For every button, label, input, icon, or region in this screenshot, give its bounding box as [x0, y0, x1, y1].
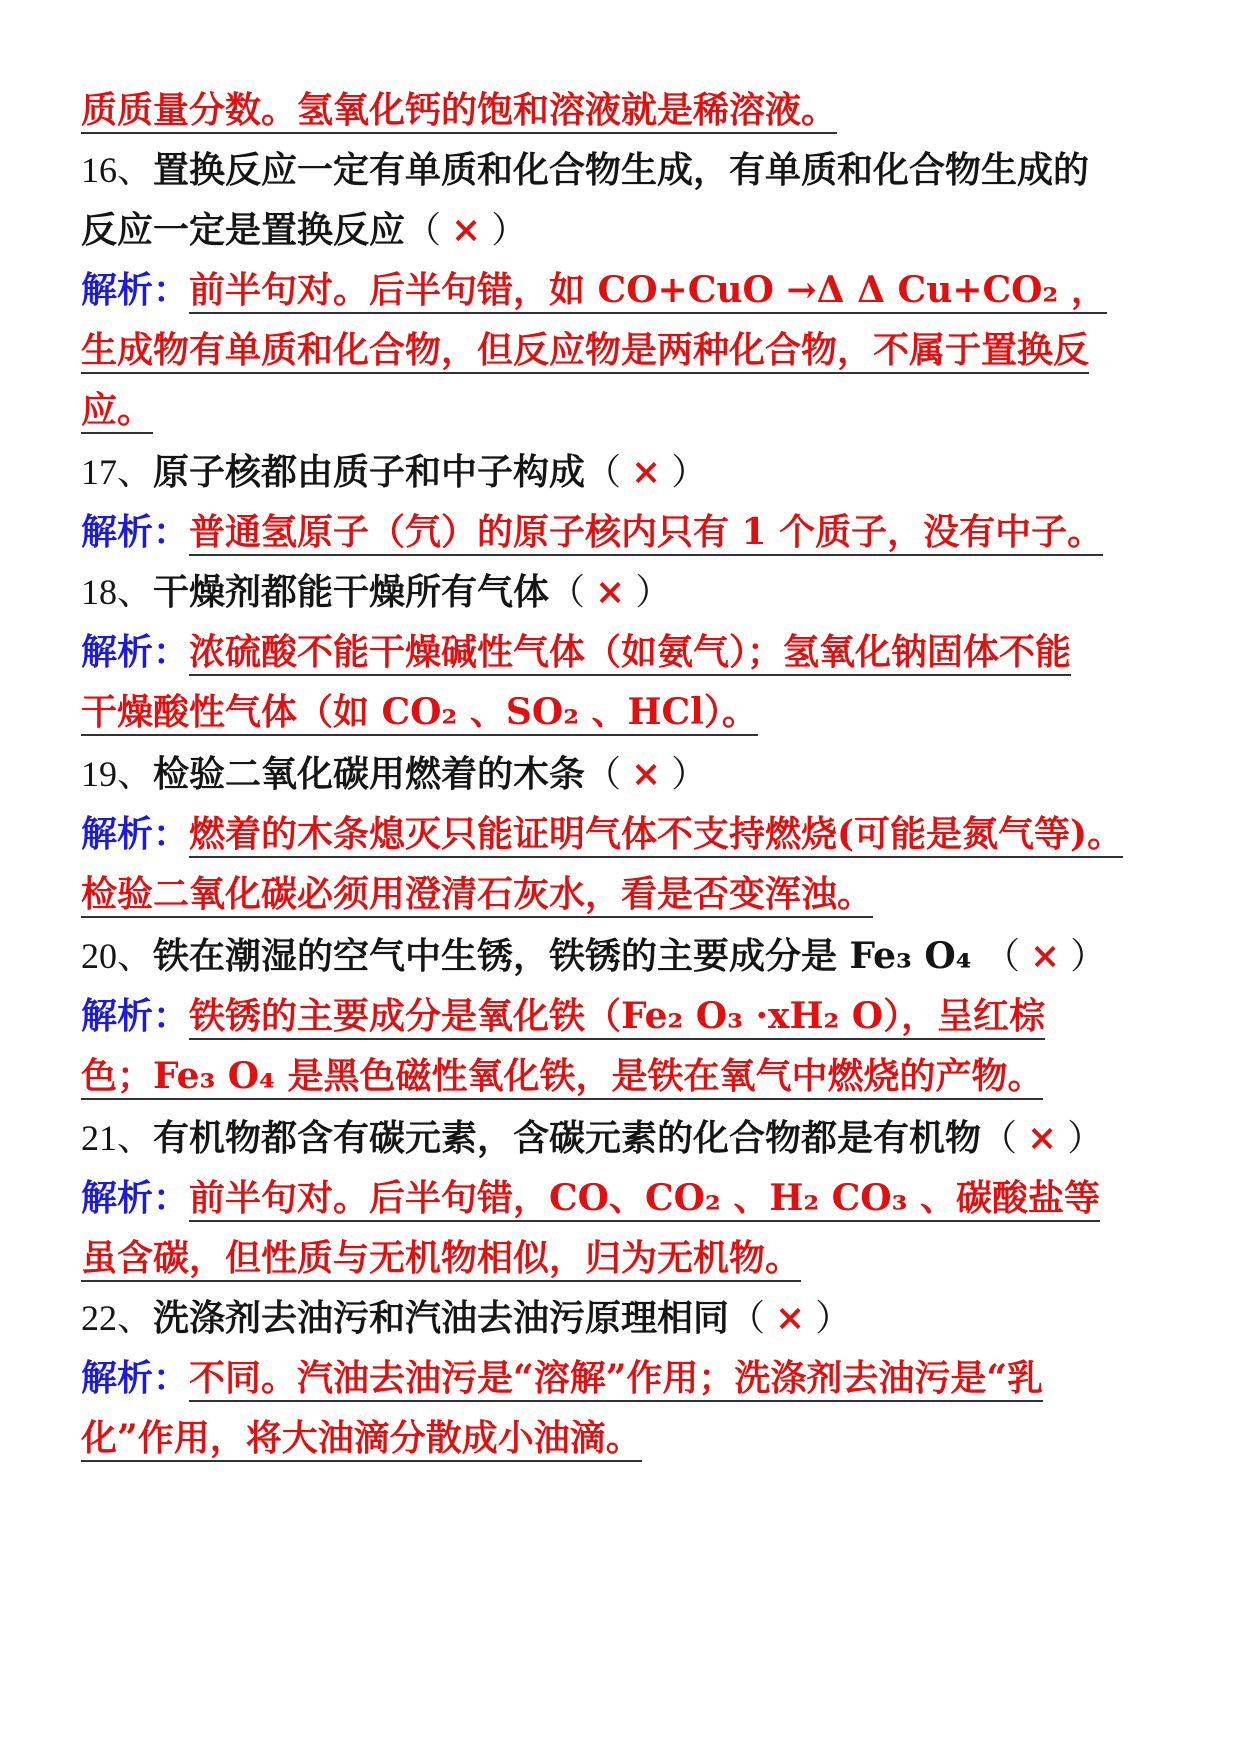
explanation-text: 检验二氧化碳必须用澄清石灰水，看是否变浑浊。 — [81, 873, 873, 918]
question-number: 22、 — [81, 1298, 154, 1338]
question-16 — [81, 148, 1089, 193]
explanation-line — [81, 88, 837, 132]
paren-open: （ — [729, 1298, 766, 1339]
question-text: 检验二氧化碳用燃着的木条 — [153, 753, 586, 795]
explanation-text: 前半句对。后半句错，如 CO+CuO →Δ Δ Cu+CO₂ ， — [189, 269, 1107, 314]
explanation-line — [81, 1416, 642, 1460]
explanation-text: 应。 — [81, 389, 153, 434]
explanation-text: 浓硫酸不能干燥碱性气体（如氨气）；氢氧化钠固体不能 — [189, 631, 1071, 676]
explanation-text: 铁锈的主要成分是氧化铁（Fe₂ O₃ ·xH₂ O），呈红棕 — [189, 995, 1045, 1040]
wrong-mark-icon: × — [451, 209, 482, 251]
explanation-line — [81, 328, 1089, 372]
explanation-text: 燃着的木条熄灭只能证明气体不支持燃烧(可能是氮气等)。 — [189, 813, 1123, 858]
explanation-line — [81, 1236, 801, 1280]
paren-open: （ — [585, 754, 622, 795]
explanation-18 — [81, 630, 1071, 674]
paren-open: （ — [549, 572, 586, 613]
question-16-cont — [81, 208, 527, 253]
wrong-mark-icon: × — [631, 753, 662, 795]
question-17 — [81, 450, 707, 495]
paren-open: （ — [585, 452, 622, 493]
question-18 — [81, 570, 671, 615]
explanation-22 — [81, 1356, 1043, 1400]
wrong-mark-icon: × — [1027, 1117, 1058, 1159]
paren-close: ） — [671, 452, 708, 493]
explanation-label: 解析： — [81, 631, 190, 673]
question-number: 18、 — [81, 572, 154, 612]
explanation-text: 质质量分数。氢氧化钙的饱和溶液就是稀溶液。 — [81, 89, 837, 134]
question-number: 17、 — [81, 452, 154, 492]
explanation-20 — [81, 994, 1045, 1038]
question-number: 21、 — [81, 1118, 154, 1158]
paren-close: ） — [671, 754, 708, 795]
wrong-mark-icon: × — [631, 451, 662, 493]
wrong-mark-icon: × — [1030, 935, 1061, 977]
question-19 — [81, 752, 707, 797]
explanation-text: 生成物有单质和化合物，但反应物是两种化合物，不属于置换反 — [81, 329, 1089, 374]
paren-open: （ — [984, 936, 1021, 977]
explanation-line — [81, 690, 758, 734]
paren-close: ） — [1067, 1118, 1104, 1159]
explanation-text: 干燥酸性气体（如 CO₂ 、SO₂ 、HCl）。 — [81, 691, 758, 736]
explanation-label: 解析： — [81, 269, 190, 311]
explanation-text: 色；Fe₃ O₄ 是黑色磁性氧化铁，是铁在氧气中燃烧的产物。 — [81, 1055, 1043, 1100]
explanation-line — [81, 388, 153, 432]
question-text: 反应一定是置换反应 — [81, 209, 406, 251]
explanation-text: 普通氢原子（氕）的原子核内只有 1 个质子，没有中子。 — [189, 511, 1103, 556]
paren-open: （ — [981, 1118, 1018, 1159]
question-text: 铁在潮湿的空气中生锈，铁锈的主要成分是 Fe₃ O₄ — [153, 935, 985, 977]
explanation-label: 解析： — [81, 813, 190, 855]
question-21 — [81, 1116, 1103, 1161]
question-number: 20、 — [81, 936, 154, 976]
explanation-text: 虽含碳，但性质与无机物相似，归为无机物。 — [81, 1237, 801, 1282]
explanation-label: 解析： — [81, 1357, 190, 1399]
question-text: 洗涤剂去油污和汽油去油污原理相同 — [153, 1297, 730, 1339]
explanation-text: 不同。汽油去油污是“溶解”作用；洗涤剂去油污是“乳 — [189, 1357, 1043, 1402]
explanation-16 — [81, 268, 1107, 312]
explanation-line — [81, 1054, 1043, 1098]
question-text: 原子核都由质子和中子构成 — [153, 451, 586, 493]
question-text: 干燥剂都能干燥所有气体 — [153, 571, 550, 613]
wrong-mark-icon: × — [595, 571, 626, 613]
question-number: 19、 — [81, 754, 154, 794]
explanation-label: 解析： — [81, 995, 190, 1037]
paren-close: ） — [491, 210, 528, 251]
explanation-label: 解析： — [81, 511, 190, 553]
paren-open: （ — [405, 210, 442, 251]
question-22 — [81, 1296, 851, 1341]
explanation-text: 化”作用，将大油滴分散成小油滴。 — [81, 1417, 642, 1462]
explanation-19 — [81, 812, 1123, 856]
paren-close: ） — [815, 1298, 852, 1339]
explanation-text: 前半句对。后半句错，CO、CO₂ 、H₂ CO₃ 、碳酸盐等 — [189, 1177, 1100, 1222]
question-text: 有机物都含有碳元素，含碳元素的化合物都是有机物 — [153, 1117, 982, 1159]
question-number: 16、 — [81, 150, 154, 190]
question-20 — [81, 934, 1106, 979]
wrong-mark-icon: × — [775, 1297, 806, 1339]
question-text: 置换反应一定有单质和化合物生成，有单质和化合物生成的 — [153, 149, 1090, 191]
paren-close: ） — [635, 572, 672, 613]
explanation-label: 解析： — [81, 1177, 190, 1219]
explanation-21 — [81, 1176, 1100, 1220]
explanation-line — [81, 872, 873, 916]
paren-close: ） — [1070, 936, 1107, 977]
explanation-17 — [81, 510, 1103, 554]
